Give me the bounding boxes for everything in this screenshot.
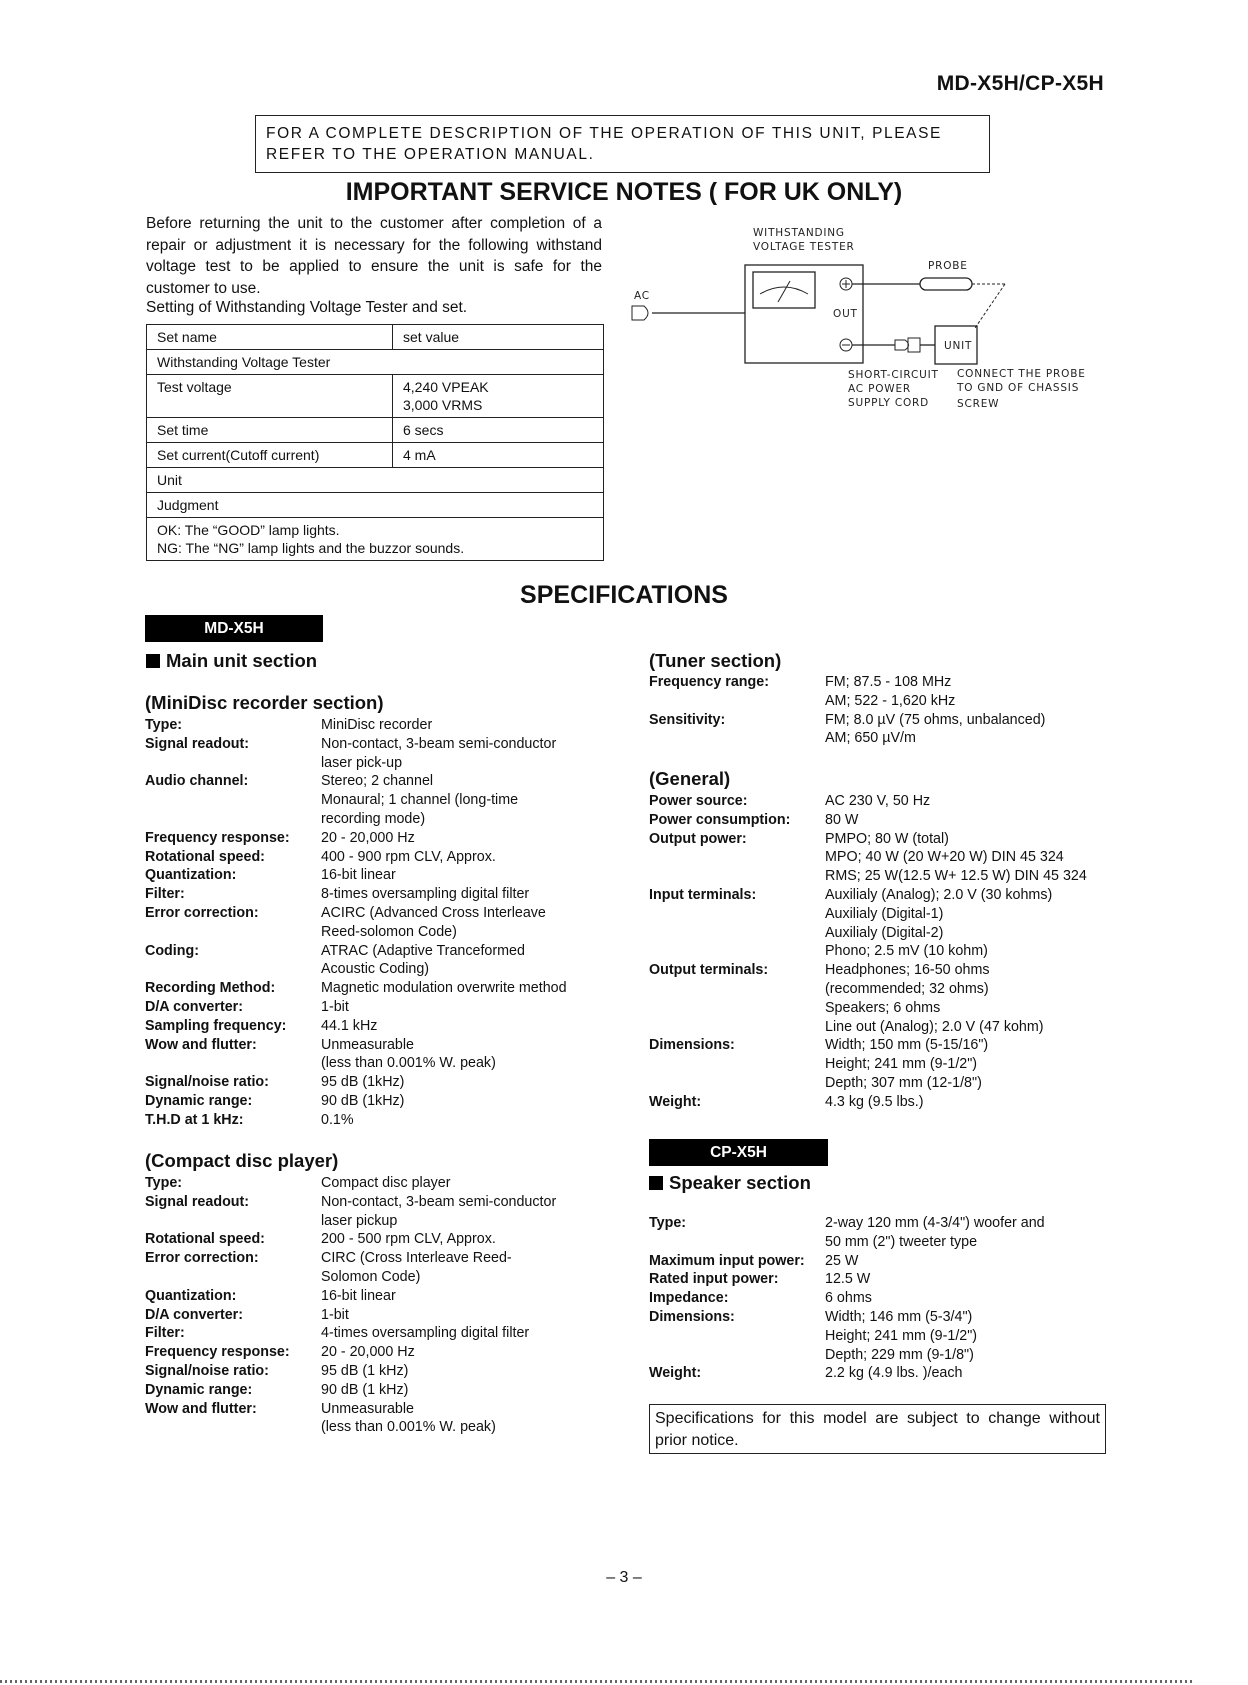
spec-label: Dynamic range:: [145, 1092, 253, 1109]
spec-row: [649, 729, 1109, 748]
square-bullet-icon: [146, 654, 160, 668]
spec-value: 400 - 900 rpm CLV, Approx.: [321, 848, 496, 865]
spec-row: [145, 866, 585, 885]
spec-row: [649, 1074, 1109, 1093]
spec-value: laser pick-up: [321, 754, 403, 771]
spec-row: [145, 829, 585, 848]
spec-row: [145, 1343, 585, 1362]
spec-value: Width; 146 mm (5-3/4"): [825, 1308, 973, 1325]
spec-row: [145, 1036, 585, 1055]
probe-label: PROBE: [928, 260, 968, 272]
specifications-title: SPECIFICATIONS: [520, 581, 728, 609]
table-cell: Set time: [147, 418, 393, 443]
spec-row: [649, 867, 1109, 886]
main-unit-label: Main unit section: [166, 650, 318, 671]
spec-label: [649, 980, 825, 999]
table-cell: [393, 375, 604, 418]
spec-label: [145, 1268, 321, 1287]
withstanding-voltage-diagram: [634, 222, 1086, 422]
spec-label: [145, 1054, 321, 1073]
spec-row: [649, 1270, 1109, 1289]
spec-label: Error correction:: [145, 1250, 259, 1267]
spec-value: Monaural; 1 channel (long-time: [321, 792, 519, 809]
spec-row: [649, 692, 1109, 711]
spec-row: [145, 885, 585, 904]
general-spec-list: [649, 792, 1109, 1112]
spec-value: Unmeasurable: [321, 1036, 414, 1053]
spec-label: Signal/noise ratio:: [145, 1362, 269, 1379]
spec-label: [649, 999, 825, 1018]
spec-row: [649, 999, 1109, 1018]
spec-value: Compact disc player: [321, 1175, 451, 1191]
model-header: MD-X5H/CP-X5H: [936, 72, 1104, 95]
spec-label: [649, 1346, 825, 1365]
spec-value: 1-bit: [321, 1306, 349, 1323]
spec-row: [649, 673, 1109, 692]
spec-label: [145, 923, 321, 942]
spec-value: (less than 0.001% W. peak): [321, 1419, 496, 1436]
tuner-heading: (Tuner section): [649, 650, 782, 671]
spec-value: CIRC (Cross Interleave Reed-: [321, 1250, 512, 1267]
connect-label-3: SCREW: [957, 398, 1000, 410]
spec-value: Stereo; 2 channel: [321, 773, 434, 790]
table-cell: Judgment: [147, 493, 604, 518]
spec-value: 0.1%: [321, 1111, 354, 1128]
spec-value: 20 - 20,000 Hz: [321, 829, 415, 846]
spec-value: 20 - 20,000 Hz: [321, 1344, 415, 1361]
spec-value: 4.3 kg (9.5 lbs.): [825, 1093, 924, 1110]
table-cell: 4 mA: [393, 443, 604, 468]
spec-label: [145, 1418, 321, 1437]
speaker-section-label: Speaker section: [669, 1172, 811, 1193]
spec-value: 90 dB (1 kHz): [321, 1381, 409, 1398]
spec-row: [145, 1174, 585, 1193]
spec-row: [649, 942, 1109, 961]
spec-row: [145, 998, 585, 1017]
change-notice: Specifications for this model are subject to change without prior notice.: [649, 1404, 1106, 1454]
spec-row: [649, 1252, 1109, 1271]
short-label-2: AC POWER: [848, 383, 911, 395]
spec-label: [649, 1327, 825, 1346]
spec-label: [649, 942, 825, 961]
spec-value: 80 W: [825, 811, 859, 828]
spec-row: [649, 980, 1109, 999]
spec-label: [145, 791, 321, 810]
test-voltage-peak: 4,240 VPEAK: [403, 379, 489, 395]
setting-line: Setting of Withstanding Voltage Tester and set.: [146, 299, 468, 316]
spec-row: [649, 1214, 1109, 1233]
short-label-1: SHORT-CIRCUIT: [848, 369, 939, 381]
spec-value: Unmeasurable: [321, 1400, 414, 1417]
spec-value: (less than 0.001% W. peak): [321, 1055, 496, 1072]
spec-label: Power consumption:: [649, 811, 791, 828]
spec-label: [649, 1233, 825, 1252]
spec-value: FM; 8.0 µV (75 ohms, unbalanced): [825, 711, 1046, 728]
spec-label: Sampling frequency:: [145, 1017, 287, 1034]
minidisc-heading: (MiniDisc recorder section): [145, 692, 384, 713]
spec-row: [649, 1346, 1109, 1365]
spec-row: [649, 1055, 1109, 1074]
spec-value: Line out (Analog); 2.0 V (47 kohm): [825, 1018, 1044, 1035]
spec-value: Reed-solomon Code): [321, 923, 457, 940]
spec-row: [145, 754, 585, 773]
main-unit-heading: [146, 650, 317, 672]
spec-label: Wow and flutter:: [145, 1400, 257, 1417]
table-row: [147, 468, 604, 493]
spec-row: [145, 979, 585, 998]
spec-row: [145, 1111, 585, 1130]
spec-label: [649, 1074, 825, 1093]
spec-value: FM; 87.5 - 108 MHz: [825, 674, 952, 690]
test-voltage-rms: 3,000 VRMS: [403, 397, 483, 413]
spec-value: 8-times oversampling digital filter: [321, 886, 530, 903]
table-cell: [147, 518, 604, 561]
spec-label: Input terminals:: [649, 886, 757, 903]
spec-value: 44.1 kHz: [321, 1017, 378, 1034]
table-row: [147, 518, 604, 561]
spec-row: [649, 1233, 1109, 1252]
spec-row: [145, 960, 585, 979]
service-notes-intro: Before returning the unit to the customer after completion of a repair or adjustment it is necessary for the following withstand voltage test to be applied to ensure the unit is safe for the customer to use.: [146, 215, 602, 297]
spec-label: Impedance:: [649, 1290, 729, 1307]
connect-label-2: TO GND OF CHASSIS: [957, 382, 1080, 394]
spec-row: [649, 792, 1109, 811]
ng-line: NG: The “NG” lamp lights and the buzzor sounds.: [157, 540, 465, 556]
spec-label: Coding:: [145, 942, 199, 959]
spec-value: Height; 241 mm (9-1/2"): [825, 1327, 978, 1344]
spec-row: [649, 1308, 1109, 1327]
minidisc-spec-list: [145, 716, 585, 1130]
spec-value: RMS; 25 W(12.5 W+ 12.5 W) DIN 45 324: [825, 868, 1087, 885]
spec-label: Rated input power:: [649, 1271, 779, 1288]
spec-label: Sensitivity:: [649, 711, 726, 728]
spec-label: [649, 905, 825, 924]
spec-label: Maximum input power:: [649, 1252, 805, 1269]
spec-label: Signal readout:: [145, 735, 250, 752]
table-row: [147, 375, 604, 418]
table-cell: Set name: [147, 325, 393, 350]
spec-value: 4-times oversampling digital filter: [321, 1325, 530, 1342]
spec-label: Error correction:: [145, 904, 259, 921]
spec-label: Dimensions:: [649, 1308, 735, 1325]
spec-value: MiniDisc recorder: [321, 717, 433, 733]
table-cell: Set current(Cutoff current): [147, 443, 393, 468]
spec-row: [145, 1249, 585, 1268]
spec-label: Weight:: [649, 1365, 702, 1382]
spec-value: 95 dB (1 kHz): [321, 1362, 409, 1379]
spec-value: Auxilialy (Analog); 2.0 V (30 kohms): [825, 886, 1053, 903]
spec-row: [649, 1289, 1109, 1308]
spec-row: [649, 905, 1109, 924]
speaker-heading: [649, 1172, 811, 1194]
spec-value: Depth; 307 mm (12-1/8"): [825, 1074, 982, 1091]
page-number: – 3 –: [606, 1569, 642, 1586]
spec-value: Auxilialy (Digital-1): [825, 905, 944, 922]
spec-label: [649, 848, 825, 867]
spec-value: Headphones; 16-50 ohms: [825, 962, 990, 979]
probe-icon: [920, 278, 972, 290]
spec-label: Weight:: [649, 1093, 702, 1110]
spec-label: [145, 810, 321, 829]
spec-row: [145, 1092, 585, 1111]
spec-value: ATRAC (Adaptive Tranceformed: [321, 942, 525, 959]
table-cell: Test voltage: [147, 375, 393, 418]
spec-row: [649, 1327, 1109, 1346]
spec-row: [649, 1018, 1109, 1037]
plug-icon: [895, 340, 909, 350]
spec-value: AM; 650 µV/m: [825, 730, 916, 747]
spec-row: [145, 1418, 585, 1437]
table-row: [147, 418, 604, 443]
spec-label: Quantization:: [145, 867, 237, 884]
spec-row: [145, 1268, 585, 1287]
meter-icon: [753, 272, 815, 308]
spec-value: PMPO; 80 W (total): [825, 830, 949, 847]
spec-value: Width; 150 mm (5-15/16"): [825, 1037, 989, 1054]
spec-value: Height; 241 mm (9-1/2"): [825, 1056, 978, 1073]
spec-value: Non-contact, 3-beam semi-conductor: [321, 735, 557, 752]
spec-value: 16-bit linear: [321, 1287, 396, 1304]
spec-value: ACIRC (Advanced Cross Interleave: [321, 904, 546, 921]
spec-label: Type:: [649, 1215, 687, 1231]
spec-value: 25 W: [825, 1252, 859, 1269]
spec-row: [649, 848, 1109, 867]
spec-label: Wow and flutter:: [145, 1036, 257, 1053]
spec-value: Speakers; 6 ohms: [825, 999, 941, 1016]
cd-spec-list: [145, 1174, 585, 1437]
spec-label: Dimensions:: [649, 1037, 735, 1054]
spec-value: Auxilialy (Digital-2): [825, 924, 944, 941]
ac-plug-icon: [632, 306, 648, 320]
spec-row: [649, 961, 1109, 980]
spec-value: (recommended; 32 ohms): [825, 980, 989, 997]
spec-label: Frequency range:: [649, 674, 769, 690]
spec-label: Rotational speed:: [145, 1231, 265, 1248]
spec-row: [145, 942, 585, 961]
spec-label: [145, 1212, 321, 1231]
table-cell: Unit: [147, 468, 604, 493]
table-row: [147, 443, 604, 468]
spec-label: [649, 867, 825, 886]
spec-label: Signal/noise ratio:: [145, 1074, 269, 1091]
spec-row: [145, 923, 585, 942]
spec-row: [145, 791, 585, 810]
spec-row: [649, 1036, 1109, 1055]
spec-value: 90 dB (1kHz): [321, 1092, 405, 1109]
spec-row: [145, 716, 585, 735]
spec-label: T.H.D at 1 kHz:: [145, 1111, 244, 1128]
spec-row: [649, 711, 1109, 730]
spec-row: [145, 1193, 585, 1212]
square-bullet-icon: [649, 1176, 663, 1190]
table-cell: Withstanding Voltage Tester: [147, 350, 604, 375]
spec-value: 12.5 W: [825, 1271, 871, 1288]
spec-row: [649, 924, 1109, 943]
spec-label: Quantization:: [145, 1287, 237, 1304]
spec-row: [649, 830, 1109, 849]
short-label-3: SUPPLY CORD: [848, 397, 929, 409]
spec-row: [145, 735, 585, 754]
spec-value: Solomon Code): [321, 1268, 421, 1285]
spec-row: [145, 772, 585, 791]
meter-needle: [778, 281, 790, 302]
tester-label-2: VOLTAGE TESTER: [753, 241, 855, 253]
spec-row: [649, 1093, 1109, 1112]
spec-label: D/A converter:: [145, 998, 243, 1015]
spec-label: [649, 924, 825, 943]
spec-value: 2.2 kg (4.9 lbs. )/each: [825, 1365, 963, 1382]
spec-label: Frequency response:: [145, 829, 290, 846]
spec-row: [145, 1017, 585, 1036]
spec-value: MPO; 40 W (20 W+20 W) DIN 45 324: [825, 849, 1064, 866]
spec-label: Filter:: [145, 1325, 185, 1342]
spec-label: [145, 960, 321, 979]
spec-row: [145, 1400, 585, 1419]
tester-label-1: WITHSTANDING: [753, 227, 845, 239]
spec-row: [649, 1364, 1109, 1383]
ok-line: OK: The “GOOD” lamp lights.: [157, 522, 340, 538]
spec-label: [145, 754, 321, 773]
operation-manual-notice: FOR A COMPLETE DESCRIPTION OF THE OPERATION OF THIS UNIT, PLEASE REFER TO THE OPERATION MANUAL.: [255, 115, 990, 173]
spec-value: Non-contact, 3-beam semi-conductor: [321, 1193, 557, 1210]
spec-label: Filter:: [145, 886, 185, 903]
tuner-spec-list: [649, 673, 1109, 748]
unit-label: UNIT: [944, 340, 973, 352]
spec-row: [145, 904, 585, 923]
spec-row: [145, 1362, 585, 1381]
spec-row: [145, 810, 585, 829]
spec-row: [145, 1381, 585, 1400]
table-row: [147, 350, 604, 375]
spec-label: Signal readout:: [145, 1193, 250, 1210]
spec-value: recording mode): [321, 810, 426, 827]
table-row: [147, 325, 604, 350]
cp-model-tag: CP-X5H: [649, 1139, 828, 1166]
spec-label: Output power:: [649, 830, 747, 847]
spec-value: AM; 522 - 1,620 kHz: [825, 692, 956, 709]
spec-value: 16-bit linear: [321, 867, 396, 884]
spec-label: [649, 729, 825, 748]
spec-label: Audio channel:: [145, 773, 249, 790]
spec-label: [649, 1055, 825, 1074]
out-label: OUT: [833, 308, 858, 320]
spec-value: AC 230 V, 50 Hz: [825, 793, 931, 809]
spec-row: [145, 1054, 585, 1073]
spec-label: Type:: [145, 717, 183, 733]
service-notes-title: IMPORTANT SERVICE NOTES ( FOR UK ONLY): [345, 178, 903, 206]
cd-heading: (Compact disc player): [145, 1150, 339, 1171]
spec-row: [145, 1212, 585, 1231]
spec-value: 1-bit: [321, 998, 349, 1015]
connect-label-1: CONNECT THE PROBE: [957, 368, 1086, 380]
spec-row: [649, 886, 1109, 905]
spec-row: [145, 1073, 585, 1092]
voltage-test-table: [146, 324, 604, 561]
spec-value: 200 - 500 rpm CLV, Approx.: [321, 1231, 496, 1248]
md-model-tag: MD-X5H: [145, 615, 323, 642]
spec-row: [649, 811, 1109, 830]
table-cell: 6 secs: [393, 418, 604, 443]
spec-label: D/A converter:: [145, 1306, 243, 1323]
spec-label: [649, 1018, 825, 1037]
spec-label: Recording Method:: [145, 980, 276, 997]
spec-label: Output terminals:: [649, 962, 769, 979]
spec-row: [145, 848, 585, 867]
bottom-dotted-rule: [0, 1680, 1192, 1683]
spec-label: Type:: [145, 1175, 183, 1191]
spec-value: Depth; 229 mm (9-1/8"): [825, 1346, 974, 1363]
general-heading: (General): [649, 768, 731, 789]
spec-label: Frequency response:: [145, 1344, 290, 1361]
spec-value: Phono; 2.5 mV (10 kohm): [825, 943, 988, 960]
spec-value: Acoustic Coding): [321, 961, 430, 978]
speaker-spec-list: [649, 1214, 1109, 1383]
spec-label: Dynamic range:: [145, 1381, 253, 1398]
spec-row: [145, 1306, 585, 1325]
spec-value: 6 ohms: [825, 1290, 872, 1307]
spec-value: Magnetic modulation overwrite method: [321, 980, 567, 997]
table-row: [147, 493, 604, 518]
spec-label: Rotational speed:: [145, 848, 265, 865]
spec-row: [145, 1230, 585, 1249]
table-cell: set value: [393, 325, 604, 350]
spec-row: [145, 1287, 585, 1306]
spec-label: Power source:: [649, 793, 748, 809]
spec-row: [145, 1324, 585, 1343]
spec-value: 50 mm (2") tweeter type: [825, 1233, 978, 1250]
spec-value: 2-way 120 mm (4-3/4") woofer and: [825, 1215, 1045, 1231]
ac-label: AC: [634, 290, 650, 302]
spec-label: [649, 692, 825, 711]
spec-value: 95 dB (1kHz): [321, 1074, 405, 1091]
spec-value: laser pickup: [321, 1212, 398, 1229]
